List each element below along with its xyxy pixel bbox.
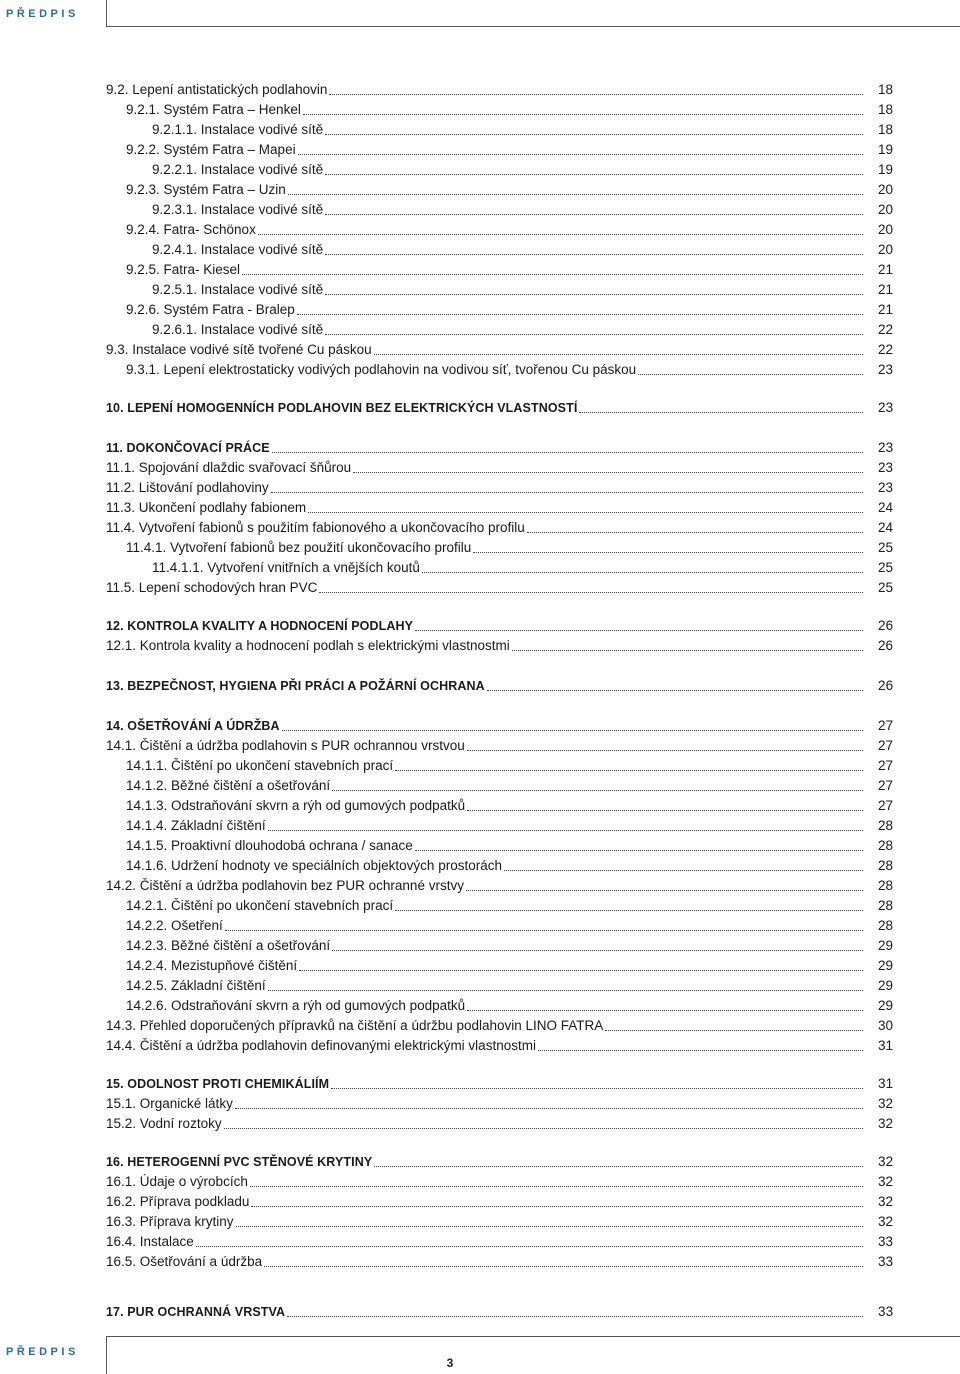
toc-entry-title: 17. PUR OCHRANNÁ VRSTVA [106, 1305, 286, 1319]
toc-entry-page: 29 [878, 978, 894, 993]
toc-entry-title: 11.4.1. Vytvoření fabionů bez použití ukončovacího profilu [126, 540, 472, 555]
toc-leader-dots [538, 1050, 863, 1051]
toc-leader-dots [251, 1206, 863, 1207]
toc-entry-page: 32 [878, 1174, 894, 1189]
toc-entry-title: 15. ODOLNOST PROTI CHEMIKÁLIÍM [106, 1077, 330, 1091]
toc-entry-page: 21 [878, 262, 894, 277]
toc-leader-dots [325, 334, 863, 335]
toc-entry-title: 14.2.3. Běžné čištění a ošetřování [126, 938, 331, 953]
toc-leader-dots [512, 650, 863, 651]
toc-entry[interactable] [126, 834, 894, 854]
toc-entry-title: 9.2.5. Fatra- Kiesel [126, 262, 241, 277]
toc-leader-dots [395, 770, 863, 771]
toc-entry-title: 9.3.1. Lepení elektrostaticky vodivých podlahovin na vodivou síť, tvořenou Cu páskou [126, 362, 637, 377]
toc-entry[interactable] [152, 238, 894, 258]
toc-leader-dots [298, 154, 863, 155]
toc-leader-dots [422, 572, 863, 573]
toc-entry-page: 28 [878, 898, 894, 913]
toc-leader-dots [395, 910, 863, 911]
toc-entry-title: 11. DOKONČOVACÍ PRÁCE [106, 441, 270, 455]
toc-entry-title: 9.2.4.1. Instalace vodivé sítě [152, 242, 324, 257]
toc-entry[interactable] [106, 516, 894, 536]
toc-entry-page: 18 [878, 102, 894, 117]
toc-leader-dots [325, 214, 863, 215]
toc-entry-page: 23 [878, 480, 894, 495]
toc-entry[interactable] [126, 894, 894, 914]
toc-leader-dots [224, 1128, 863, 1129]
toc-entry[interactable] [106, 714, 894, 734]
toc-entry-title: 14.3. Přehled doporučených přípravků na čištění a údržbu podlahovin LINO FATRA [106, 1018, 604, 1033]
toc-entry-title: 9.2.3.1. Instalace vodivé sítě [152, 202, 324, 217]
toc-entry[interactable] [106, 78, 894, 98]
toc-entry[interactable] [126, 774, 894, 794]
toc-entry[interactable] [106, 1150, 894, 1170]
toc-entry[interactable] [126, 98, 894, 118]
toc-leader-dots [467, 750, 863, 751]
toc-entry-title: 11.4.1.1. Vytvoření vnitřních a vnějších koutů [152, 560, 420, 575]
toc-leader-dots [303, 114, 863, 115]
toc-entry-title: 16.4. Instalace [106, 1234, 194, 1249]
toc-entry-title: 13. BEZPEČNOST, HYGIENA PŘI PRÁCI A POŽÁRNÍ OCHRANA [106, 679, 485, 693]
toc-entry-title: 14.1.1. Čištění po ukončení stavebních prací [126, 758, 394, 773]
toc-leader-dots [605, 1030, 863, 1031]
toc-entry[interactable] [152, 118, 894, 138]
toc-leader-dots [415, 850, 863, 851]
toc-entry[interactable] [106, 874, 894, 894]
toc-entry-title: 9.2.6. Systém Fatra - Bralep [126, 302, 295, 317]
toc-entry-page: 22 [878, 342, 894, 357]
toc-entry-page: 20 [878, 242, 894, 257]
toc-entry-page: 25 [878, 580, 894, 595]
footer-divider-horizontal [106, 1336, 960, 1337]
toc-entry-page: 32 [878, 1194, 894, 1209]
toc-entry-title: 11.2. Lištování podlahoviny [106, 480, 269, 495]
toc-entry[interactable] [106, 1092, 894, 1112]
toc-leader-dots [250, 1186, 863, 1187]
toc-entry[interactable] [126, 814, 894, 834]
toc-entry-page: 19 [878, 142, 894, 157]
toc-leader-dots [272, 452, 863, 453]
toc-entry-title: 11.3. Ukončení podlahy fabionem [106, 500, 307, 515]
toc-entry-page: 28 [878, 878, 894, 893]
toc-leader-dots [527, 532, 863, 533]
toc-entry-page: 23 [878, 362, 894, 377]
toc-entry-page: 23 [878, 460, 894, 475]
toc-entry[interactable] [126, 854, 894, 874]
toc-entry[interactable] [152, 198, 894, 218]
toc-entry-page: 25 [878, 560, 894, 575]
toc-entry[interactable] [106, 1210, 894, 1230]
toc-leader-dots [329, 94, 863, 95]
toc-entry-title: 9.2.3. Systém Fatra – Uzin [126, 182, 286, 197]
toc-entry[interactable] [126, 974, 894, 994]
toc-entry[interactable] [126, 914, 894, 934]
toc-entry-title: 9.2.2. Systém Fatra – Mapei [126, 142, 296, 157]
toc-entry-page: 32 [878, 1154, 894, 1169]
toc-leader-dots [242, 274, 863, 275]
toc-entry-title: 14. OŠETŘOVÁNÍ A ÚDRŽBA [106, 719, 280, 733]
header-divider-horizontal [106, 26, 960, 27]
toc-entry-title: 12.1. Kontrola kvality a hodnocení podlah s elektrickými vlastnostmi [106, 638, 510, 653]
toc-entry-page: 32 [878, 1116, 894, 1131]
toc-leader-dots [473, 552, 863, 553]
toc-entry-page: 30 [878, 1018, 894, 1033]
toc-leader-dots [325, 134, 863, 135]
toc-leader-dots [325, 174, 863, 175]
toc-entry-title: 15.2. Vodní roztoky [106, 1116, 222, 1131]
toc-entry-page: 20 [878, 202, 894, 217]
toc-entry[interactable] [126, 994, 894, 1014]
header-divider-vertical [106, 0, 107, 26]
toc-leader-dots [374, 354, 863, 355]
toc-entry-title: 11.1. Spojování dlaždic svařovací šňůrou [106, 460, 352, 475]
toc-entry-title: 16. HETEROGENNÍ PVC STĚNOVÉ KRYTINY [106, 1155, 373, 1169]
toc-entry-title: 9.2.1. Systém Fatra – Henkel [126, 102, 301, 117]
toc-entry-page: 20 [878, 182, 894, 197]
toc-entry-page: 24 [878, 500, 894, 515]
toc-leader-dots [579, 412, 863, 413]
toc-entry-page: 24 [878, 520, 894, 535]
toc-entry-title: 14.2.5. Základní čištění [126, 978, 266, 993]
toc-leader-dots [332, 790, 863, 791]
toc-entry-page: 26 [878, 638, 894, 653]
toc-entry[interactable] [106, 614, 894, 634]
toc-leader-dots [504, 870, 863, 871]
toc-leader-dots [353, 472, 863, 473]
toc-entry-page: 31 [878, 1076, 894, 1091]
toc-entry-page: 28 [878, 918, 894, 933]
toc-entry-title: 9.2.4. Fatra- Schönox [126, 222, 256, 237]
toc-leader-dots [268, 830, 863, 831]
toc-entry-page: 29 [878, 998, 894, 1013]
toc-entry[interactable] [106, 456, 894, 476]
toc-entry[interactable] [106, 674, 894, 694]
toc-entry[interactable] [106, 734, 894, 754]
toc-entry[interactable] [106, 476, 894, 496]
toc-entry[interactable] [126, 358, 894, 378]
toc-entry-page: 21 [878, 282, 894, 297]
toc-leader-dots [638, 374, 863, 375]
toc-leader-dots [258, 234, 863, 235]
toc-leader-dots [466, 890, 863, 891]
toc-leader-dots [331, 1088, 863, 1089]
toc-leader-dots [319, 592, 863, 593]
toc-leader-dots [282, 730, 863, 731]
toc-entry-page: 18 [878, 122, 894, 137]
toc-entry-title: 14.1.3. Odstraňování skvrn a rýh od gumových podpatků [126, 798, 466, 813]
toc-entry-page: 27 [878, 718, 894, 733]
toc-entry-page: 23 [878, 400, 894, 415]
toc-entry[interactable] [106, 338, 894, 358]
toc-entry[interactable] [126, 298, 894, 318]
toc-entry-page: 32 [878, 1096, 894, 1111]
toc-leader-dots [196, 1246, 863, 1247]
toc-entry[interactable] [126, 178, 894, 198]
toc-entry-title: 16.3. Příprava krytiny [106, 1214, 234, 1229]
toc-entry-page: 29 [878, 958, 894, 973]
toc-entry-title: 14.2.2. Ošetření [126, 918, 223, 933]
toc-entry-page: 33 [878, 1304, 894, 1319]
toc-leader-dots [268, 990, 863, 991]
toc-entry[interactable] [106, 1230, 894, 1250]
toc-entry[interactable] [106, 634, 894, 654]
toc-leader-dots [235, 1108, 863, 1109]
toc-leader-dots [374, 1166, 863, 1167]
toc-entry-title: 12. KONTROLA KVALITY A HODNOCENÍ PODLAHY [106, 619, 414, 633]
toc-entry[interactable] [106, 496, 894, 516]
toc-entry-page: 33 [878, 1234, 894, 1249]
toc-entry[interactable] [106, 1300, 894, 1320]
toc-entry-page: 29 [878, 938, 894, 953]
toc-entry[interactable] [152, 318, 894, 338]
toc-entry-page: 21 [878, 302, 894, 317]
toc-entry[interactable] [106, 1112, 894, 1132]
toc-entry[interactable] [106, 1250, 894, 1270]
toc-leader-dots [236, 1226, 863, 1227]
toc-leader-dots [297, 314, 863, 315]
toc-entry[interactable] [106, 1034, 894, 1054]
toc-entry-title: 10. LEPENÍ HOMOGENNÍCH PODLAHOVIN BEZ ELEKTRICKÝCH VLASTNOSTÍ [106, 401, 578, 415]
toc-entry[interactable] [126, 954, 894, 974]
toc-entry[interactable] [126, 138, 894, 158]
toc-entry-page: 28 [878, 818, 894, 833]
toc-leader-dots [308, 512, 863, 513]
toc-entry-title: 9.2.6.1. Instalace vodivé sítě [152, 322, 324, 337]
toc-entry[interactable] [152, 556, 894, 576]
toc-entry[interactable] [152, 158, 894, 178]
toc-entry[interactable] [106, 396, 894, 416]
toc-entry-title: 14.1.6. Udržení hodnoty ve speciálních objektových prostorách [126, 858, 502, 873]
toc-entry-page: 25 [878, 540, 894, 555]
toc-entry[interactable] [152, 278, 894, 298]
toc-entry-page: 27 [878, 738, 894, 753]
toc-entry[interactable] [126, 218, 894, 238]
toc-entry-page: 19 [878, 162, 894, 177]
toc-entry-page: 20 [878, 222, 894, 237]
toc-entry-title: 16.2. Příprava podkladu [106, 1194, 250, 1209]
toc-entry-title: 9.2.5.1. Instalace vodivé sítě [152, 282, 324, 297]
toc-entry-title: 9.2.1.1. Instalace vodivé sítě [152, 122, 324, 137]
toc-entry-page: 28 [878, 838, 894, 853]
toc-entry-page: 31 [878, 1038, 894, 1053]
toc-leader-dots [325, 294, 863, 295]
toc-leader-dots [288, 194, 863, 195]
toc-entry-title: 14.1.4. Základní čištění [126, 818, 266, 833]
toc-leader-dots [264, 1266, 863, 1267]
toc-entry[interactable] [126, 934, 894, 954]
toc-entry-page: 28 [878, 858, 894, 873]
toc-entry-title: 15.1. Organické látky [106, 1096, 233, 1111]
toc-entry[interactable] [106, 1190, 894, 1210]
toc-entry-title: 9.3. Instalace vodivé sítě tvořené Cu páskou [106, 342, 372, 357]
toc-entry[interactable] [106, 1014, 894, 1034]
toc-entry-title: 9.2. Lepení antistatických podlahovin [106, 82, 328, 97]
toc-entry-title: 16.1. Údaje o výrobcích [106, 1174, 248, 1189]
toc-entry-page: 22 [878, 322, 894, 337]
header-brand: PŘEDPIS [6, 8, 79, 20]
toc-entry-title: 14.1.2. Běžné čištění a ošetřování [126, 778, 331, 793]
toc-entry[interactable] [106, 1170, 894, 1190]
toc-entry[interactable] [106, 576, 894, 596]
toc-entry[interactable] [126, 258, 894, 278]
toc-entry-page: 27 [878, 778, 894, 793]
toc-entry-page: 27 [878, 758, 894, 773]
toc-leader-dots [487, 690, 863, 691]
toc-entry-page: 26 [878, 618, 894, 633]
toc-entry-title: 14.2.1. Čištění po ukončení stavebních prací [126, 898, 394, 913]
toc-entry-title: 14.1. Čištění a údržba podlahovin s PUR ochrannou vrstvou [106, 738, 465, 753]
toc-entry[interactable] [126, 536, 894, 556]
toc-entry-page: 27 [878, 798, 894, 813]
toc-leader-dots [225, 930, 863, 931]
page-number: 3 [446, 1356, 454, 1370]
toc-entry[interactable] [126, 754, 894, 774]
toc-entry[interactable] [106, 1072, 894, 1092]
toc-entry-title: 9.2.2.1. Instalace vodivé sítě [152, 162, 324, 177]
toc-entry-title: 14.1.5. Proaktivní dlouhodobá ochrana / sanace [126, 838, 413, 853]
toc-leader-dots [467, 810, 863, 811]
footer-brand: PŘEDPIS [6, 1346, 79, 1358]
toc-entry[interactable] [126, 794, 894, 814]
toc-leader-dots [299, 970, 863, 971]
toc-leader-dots [467, 1010, 863, 1011]
toc-entry-title: 14.2.4. Mezistupňové čištění [126, 958, 298, 973]
toc-leader-dots [332, 950, 863, 951]
toc-entry-page: 23 [878, 440, 894, 455]
toc-entry-page: 18 [878, 82, 894, 97]
toc-entry-page: 32 [878, 1214, 894, 1229]
toc-entry-page: 33 [878, 1254, 894, 1269]
toc-entry-title: 14.2.6. Odstraňování skvrn a rýh od gumových podpatků [126, 998, 466, 1013]
toc-entry-title: 16.5. Ošetřování a údržba [106, 1254, 263, 1269]
toc-entry-title: 14.2. Čištění a údržba podlahovin bez PUR ochranné vrstvy [106, 878, 464, 893]
toc-entry-title: 11.5. Lepení schodových hran PVC [106, 580, 318, 595]
toc-leader-dots [415, 630, 863, 631]
toc-leader-dots [287, 1316, 863, 1317]
toc-leader-dots [325, 254, 863, 255]
toc-entry-title: 14.4. Čištění a údržba podlahovin definovanými elektrickými vlastnostmi [106, 1038, 536, 1053]
toc-entry[interactable] [106, 436, 894, 456]
toc-entry-page: 26 [878, 678, 894, 693]
toc-entry-title: 11.4. Vytvoření fabionů s použitím fabionového a ukončovacího profilu [106, 520, 525, 535]
toc-leader-dots [271, 492, 863, 493]
